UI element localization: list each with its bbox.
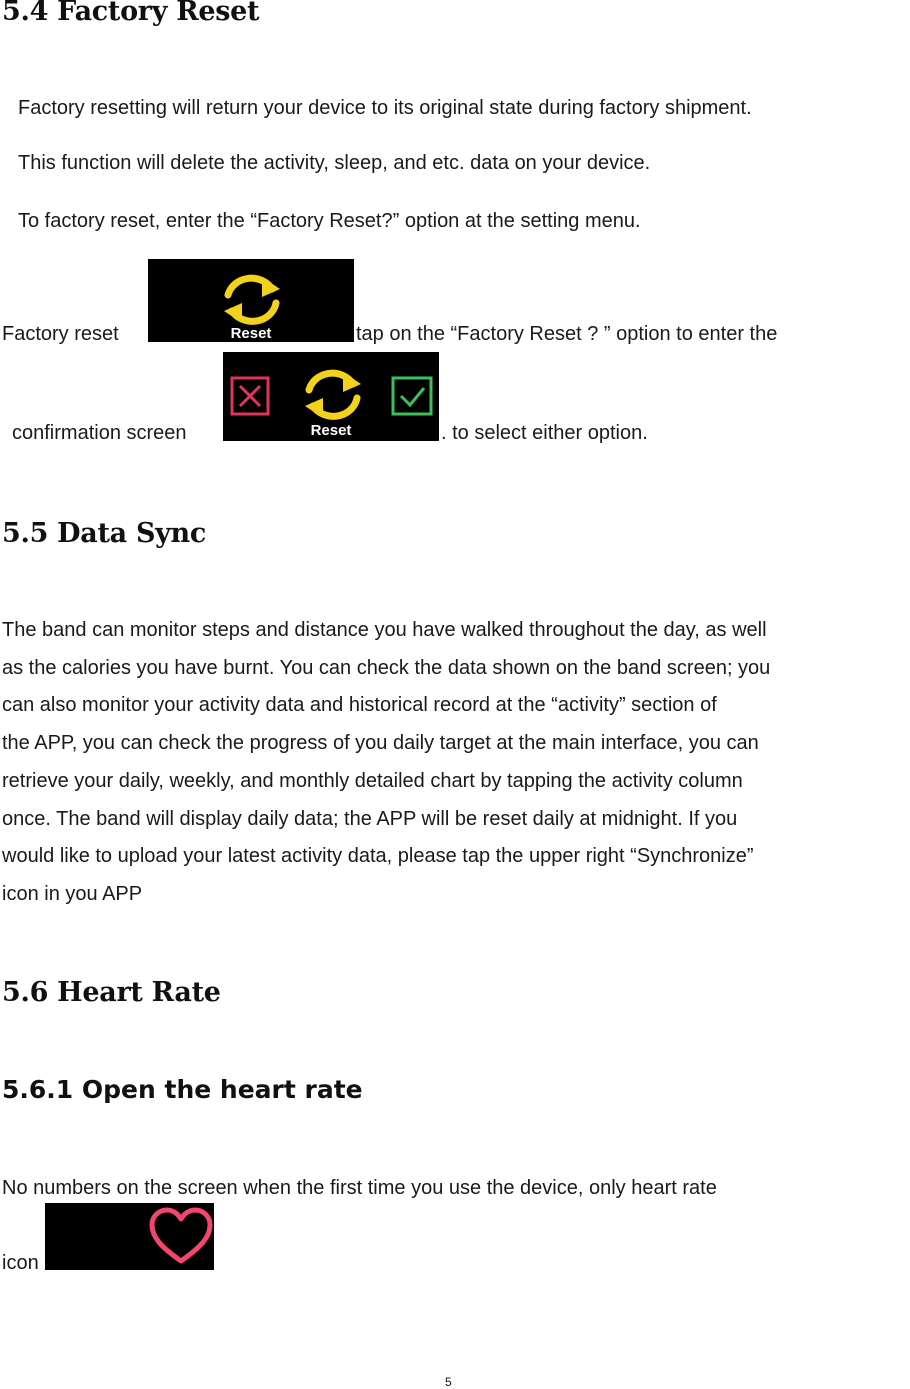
heart-rate-line-1: No numbers on the screen when the first time you use the device, only heart rate <box>2 1177 717 1199</box>
data-sync-line: icon in you APP <box>2 882 143 905</box>
heart-rate-screen-image <box>45 1203 214 1270</box>
cancel-x-icon <box>232 378 268 414</box>
heart-rate-line-2-start: icon <box>2 1252 39 1274</box>
confirmation-instruction-end: . to select either option. <box>441 422 648 444</box>
heart-icon <box>152 1210 210 1261</box>
page-number: 5 <box>445 1375 452 1389</box>
factory-reset-line-1: Factory resetting will return your device to its original state during factory shipment. <box>18 97 752 119</box>
confirm-check-icon <box>393 378 431 414</box>
data-sync-line: would like to upload your latest activity data, please tap the upper right “Synchronize” <box>2 845 754 868</box>
reset-icon-label: Reset <box>310 422 352 439</box>
confirmation-screen-image <box>223 352 439 441</box>
reset-icon-label: Reset <box>230 325 272 342</box>
data-sync-line: as the calories you have burnt. You can check the data shown on the band screen; you <box>2 656 771 679</box>
data-sync-line: once. The band will display daily data; the APP will be reset daily at midnight. If you <box>2 807 738 830</box>
data-sync-line: can also monitor your activity data and historical record at the “activity” section of <box>2 694 717 717</box>
section-heading-heart-rate: 5.6 Heart Rate <box>2 977 221 1008</box>
section-heading-factory-reset: 5.4 Factory Reset <box>2 0 260 27</box>
factory-reset-instruction-start: Factory reset <box>2 323 119 345</box>
subsection-heading-open-heart-rate: 5.6.1 Open the heart rate <box>2 1075 363 1104</box>
confirmation-instruction-start: confirmation screen <box>12 422 187 444</box>
data-sync-paragraph <box>2 612 908 914</box>
data-sync-line: the APP, you can check the progress of you daily target at the main interface, you can <box>2 732 759 755</box>
factory-reset-line-3: To factory reset, enter the “Factory Reset?” option at the setting menu. <box>18 210 641 232</box>
factory-reset-line-2: This function will delete the activity, sleep, and etc. data on your device. <box>18 152 651 174</box>
factory-reset-instruction-end: tap on the “Factory Reset ? ” option to enter the <box>356 323 778 345</box>
reset-screen-image <box>148 259 354 342</box>
data-sync-line: retrieve your daily, weekly, and monthly detailed chart by tapping the activity column <box>2 769 743 792</box>
data-sync-line: The band can monitor steps and distance you have walked throughout the day, as well <box>2 619 767 641</box>
section-heading-data-sync: 5.5 Data Sync <box>2 518 207 549</box>
